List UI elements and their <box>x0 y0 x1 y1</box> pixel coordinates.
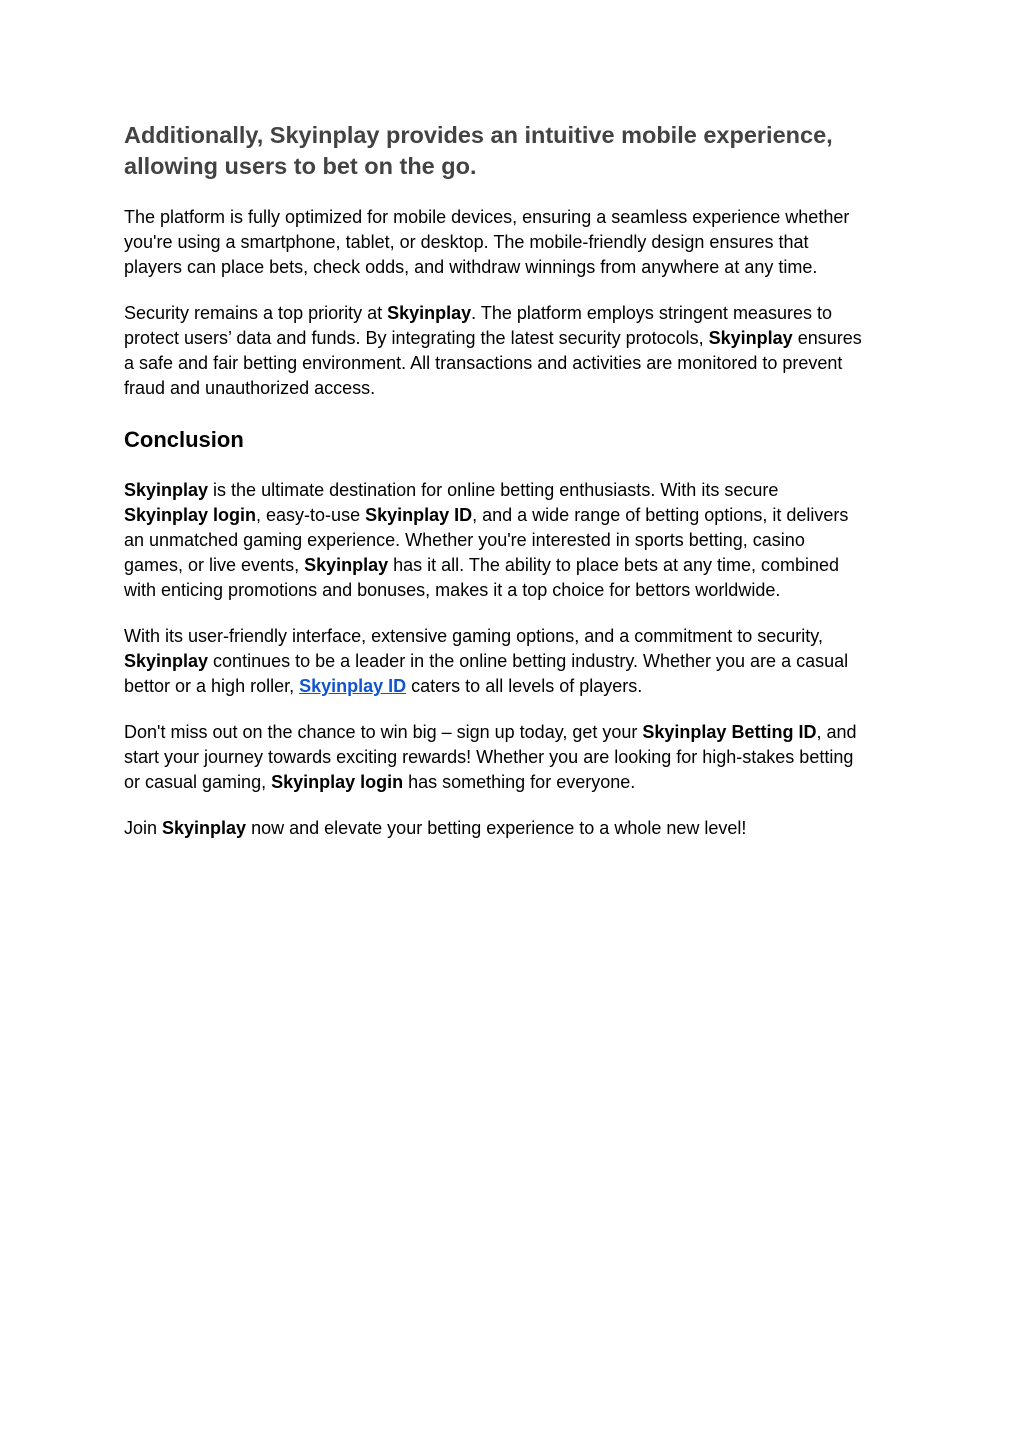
mobile-experience-heading <box>124 120 904 182</box>
paragraph-line: start your journey towards exciting rewards! Whether you are looking for high-stakes betting <box>124 747 854 767</box>
paragraph-line: bettor or a high roller, Skyinplay ID caters to all levels of players. <box>124 676 643 696</box>
id-bold: Skyinplay ID <box>365 505 473 525</box>
brand-name-bold: Skyinplay <box>162 818 247 838</box>
paragraph-line: fraud and unauthorized access. <box>124 378 376 398</box>
brand-name-bold: Skyinplay <box>304 555 389 575</box>
mobile-optimization-paragraph <box>124 205 904 280</box>
paragraph-line: a safe and fair betting environment. All transactions and activities are monitored to prevent <box>124 353 843 373</box>
paragraph-line: Security remains a top priority at Skyinplay. The platform employs stringent measures to <box>124 303 832 323</box>
login-bold: Skyinplay login <box>124 505 257 525</box>
paragraph-line: protect users’ data and funds. By integrating the latest security protocols, Skyinplay ensures <box>124 328 862 348</box>
brand-name-bold: Skyinplay <box>387 303 472 323</box>
paragraph-line: Don't miss out on the chance to win big – sign up today, get your Skyinplay Betting ID, and <box>124 722 857 742</box>
skyinplay-id-link[interactable]: Skyinplay ID <box>299 676 407 696</box>
betting-id-bold: Skyinplay Betting ID <box>642 722 817 742</box>
paragraph-line: an unmatched gaming experience. Whether you're interested in sports betting, casino <box>124 530 805 550</box>
paragraph-line: or casual gaming, Skyinplay login has something for everyone. <box>124 772 636 792</box>
heading-line: Additionally, Skyinplay provides an intuitive mobile experience, <box>124 122 833 148</box>
document-page <box>124 120 904 841</box>
paragraph-line: With its user-friendly interface, extensive gaming options, and a commitment to security, <box>124 626 823 646</box>
paragraph-line: Skyinplay continues to be a leader in the online betting industry. Whether you are a casual <box>124 651 849 671</box>
login-bold: Skyinplay login <box>271 772 404 792</box>
paragraph-line: Skyinplay login, easy-to-use Skyinplay ID, and a wide range of betting options, it delivers <box>124 505 849 525</box>
leader-paragraph <box>124 624 904 699</box>
heading-line: allowing users to bet on the go. <box>124 153 477 179</box>
brand-name-bold: Skyinplay <box>124 651 209 671</box>
join-paragraph <box>124 816 904 841</box>
brand-name-bold: Skyinplay <box>124 480 209 500</box>
security-paragraph <box>124 301 904 401</box>
signup-paragraph <box>124 720 904 795</box>
paragraph-line: with enticing promotions and bonuses, makes it a top choice for bettors worldwide. <box>124 580 781 600</box>
paragraph-line: games, or live events, Skyinplay has it all. The ability to place bets at any time, combined <box>124 555 840 575</box>
conclusion-heading: Conclusion <box>124 427 244 452</box>
paragraph-line: Join Skyinplay now and elevate your betting experience to a whole new level! <box>124 818 747 838</box>
paragraph-line: players can place bets, check odds, and withdraw winnings from anywhere at any time. <box>124 257 818 277</box>
brand-name-bold: Skyinplay <box>708 328 793 348</box>
paragraph-line: Skyinplay is the ultimate destination for online betting enthusiasts. With its secure <box>124 480 779 500</box>
paragraph-line: The platform is fully optimized for mobile devices, ensuring a seamless experience whether <box>124 207 850 227</box>
conclusion-paragraph <box>124 478 904 603</box>
paragraph-line: you're using a smartphone, tablet, or desktop. The mobile-friendly design ensures that <box>124 232 809 252</box>
